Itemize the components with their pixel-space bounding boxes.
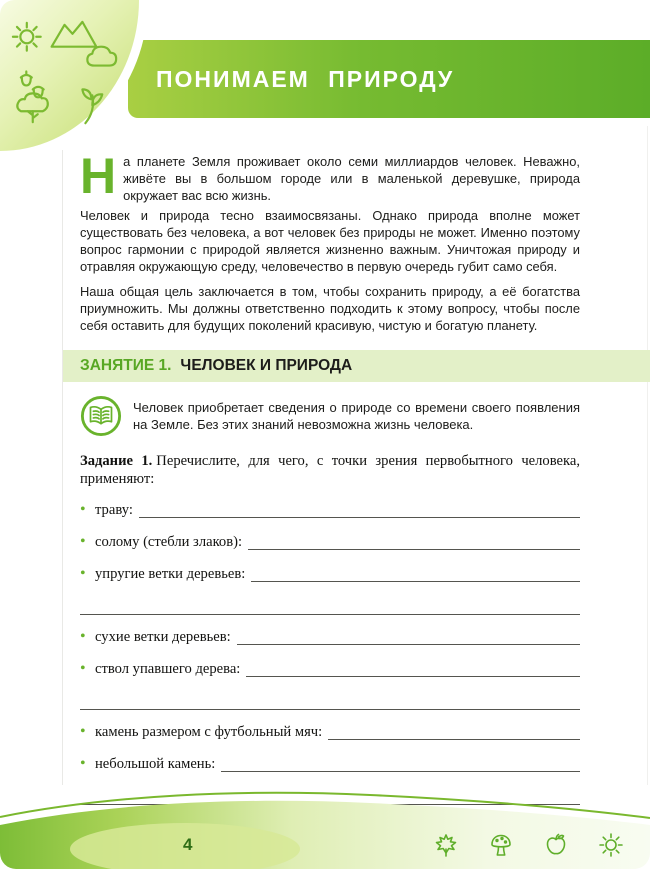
cloud-icon <box>87 47 116 66</box>
answer-line[interactable] <box>328 727 580 740</box>
list-item <box>80 659 580 710</box>
corner-decoration <box>0 0 148 160</box>
intro-text-1: а планете Земля проживает около семи миллиардов человек. Неважно, живёте вы в большом городе или в маленькой деревушке, природа окружает вас всю жизнь. <box>123 154 580 203</box>
sun-icon <box>13 23 41 51</box>
item-label: ствол упавшего дерева: <box>95 661 241 677</box>
task-label: Задание 1. <box>80 453 153 469</box>
item-label: камень размером с футбольный мяч: <box>95 724 323 740</box>
info-text: Человек приобретает сведения о природе со времени своего появления на Земле. Без этих знаний невозможна жизнь человека. <box>133 399 580 432</box>
list-item <box>80 500 580 520</box>
chapter-banner <box>128 40 650 118</box>
item-label: сухие ветки деревьев: <box>95 629 231 645</box>
answer-line[interactable] <box>248 537 580 550</box>
answer-line[interactable] <box>221 759 580 772</box>
bullet-icon <box>80 500 95 520</box>
task-text: Перечислите, для чего, с точки зрения первобытного человека, применяют: <box>80 453 580 487</box>
list-item <box>80 532 580 552</box>
item-label: траву: <box>95 502 133 518</box>
page-edge-right <box>647 126 648 785</box>
drop-cap: Н <box>80 148 117 204</box>
sprout-icon <box>82 89 102 123</box>
page-edge-left <box>62 150 63 785</box>
info-callout <box>80 395 580 437</box>
lesson-number: ЗАНЯТИЕ 1. <box>80 357 172 374</box>
apple-icon <box>543 832 569 858</box>
answer-line[interactable] <box>80 679 580 710</box>
lesson-header-bar <box>63 350 650 382</box>
list-item <box>80 722 580 742</box>
sun-icon <box>598 832 624 858</box>
answer-line[interactable] <box>139 505 580 518</box>
page-footer <box>0 791 650 869</box>
page-content <box>80 148 580 805</box>
bullet-icon <box>80 627 95 647</box>
bullet-icon <box>80 659 95 679</box>
item-label: солому (стебли злаков): <box>95 534 243 550</box>
bullet-icon <box>80 754 95 774</box>
open-book-icon <box>80 395 122 437</box>
bullet-icon <box>80 722 95 742</box>
intro-paragraph-1 <box>80 148 580 204</box>
intro-paragraph-3: Наша общая цель заключается в том, чтобы сохранить природу, а её богатства приумножить. Мы должны ответственно подходить к этому вопросу, чтобы после себя оставить для будущих поколений красивую, чистую и богатую планету. <box>80 284 580 333</box>
maple-leaf-icon <box>433 832 459 858</box>
answer-line[interactable] <box>251 569 580 582</box>
item-label: упругие ветки деревьев: <box>95 566 246 582</box>
lesson-title: ЧЕЛОВЕК И ПРИРОДА <box>180 357 353 374</box>
bullet-icon <box>80 532 95 552</box>
answer-line[interactable] <box>246 664 580 677</box>
answer-line[interactable] <box>80 584 580 615</box>
item-label: небольшой камень: <box>95 756 216 772</box>
list-item <box>80 564 580 615</box>
answer-line[interactable] <box>237 632 580 645</box>
tree-icon <box>17 93 47 122</box>
task-items-list <box>80 500 580 805</box>
intro-paragraph-2: Человек и природа тесно взаимосвязаны. Однако природа вполне может существовать без человека, а вот человек без природы не может. Именно поэтому вопрос гармонии с природой является жизненно важным. Уничтожая природу и отравляя окружающую среду, человечество в первую очередь губит само себя. <box>80 208 580 274</box>
chapter-title: ПОНИМАЕМ ПРИРОДУ <box>156 65 455 92</box>
mountains-icon <box>52 22 97 47</box>
mushroom-icon <box>488 832 514 858</box>
list-item <box>80 627 580 647</box>
footer-icons <box>433 832 624 858</box>
task-heading <box>80 452 580 488</box>
page-number: 4 <box>183 835 193 854</box>
bullet-icon <box>80 564 95 584</box>
